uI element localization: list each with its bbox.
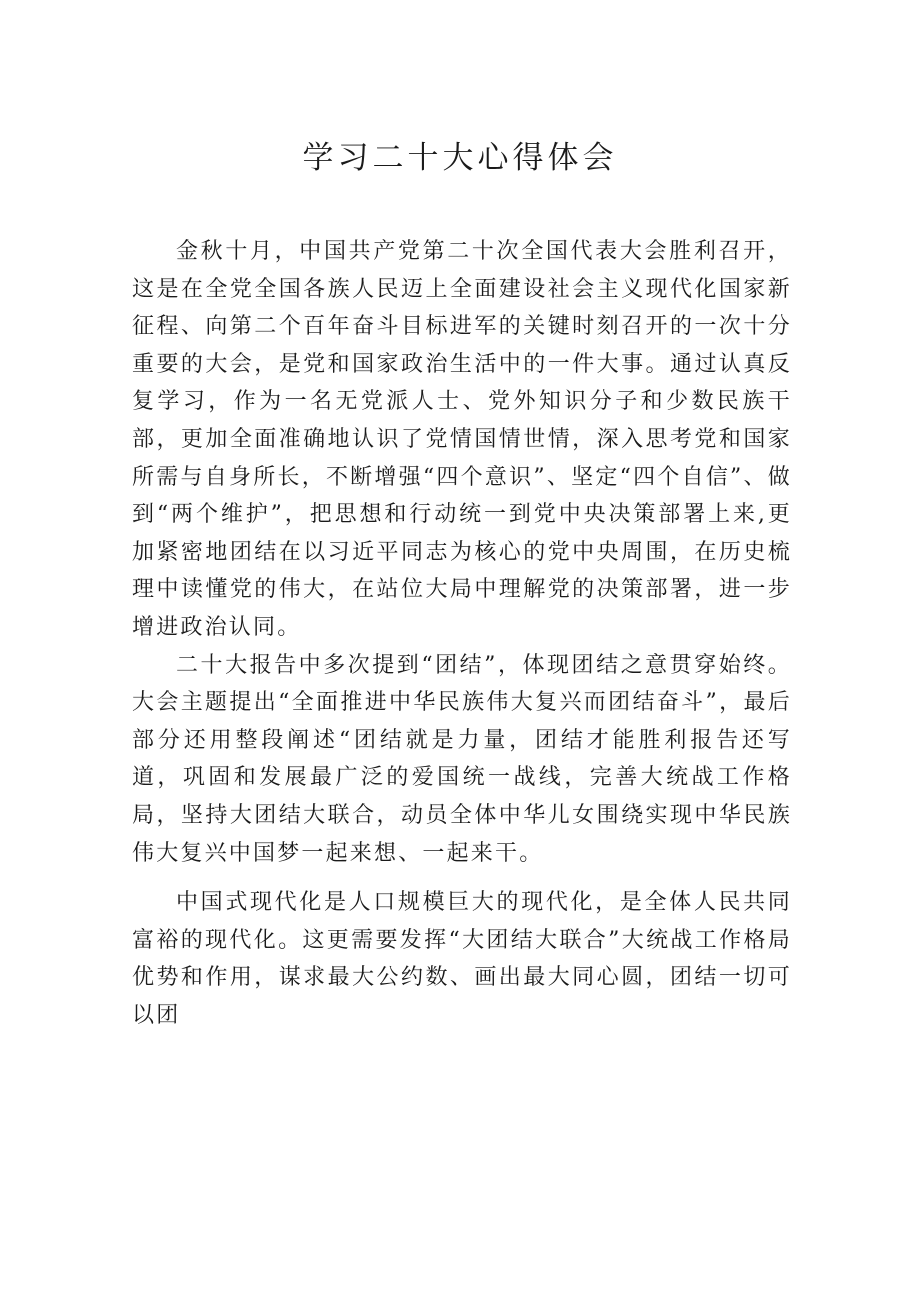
paragraph-3: 中国式现代化是人口规模巨大的现代化，是全体人民共同富裕的现代化。这更需要发挥“大团结大联合”大统战工作格局优势和作用，谋求最大公约数、画出最大同心圆，团结一切可以团 — [132, 890, 792, 1028]
document-body — [132, 233, 792, 1034]
paragraph-1: 金秋十月，中国共产党第二十次全国代表大会胜利召开，这是在全党全国各族人民迈上全面建设社会主义现代化国家新征程、向第二个百年奋斗目标进军的关键时刻召开的一次十分重要的大会，是党和国家政治生活中的一件大事。通过认真反复学习，作为一名无党派人士、党外知识分子和少数民族干部，更加全面准确地认识了党情国情世情，深入思考党和国家所需与自身所长，不断增强“四个意识”、坚定“四个自信”、做到“两个维护”，把思想和行动统一到党中央决策部署上来,更加紧密地团结在以习近平同志为核心的党中央周围，在历史梳理中读懂党的伟大，在站位大局中理解党的决策部署，进一步增进政治认同。 — [132, 239, 792, 640]
paragraph-2: 二十大报告中多次提到“团结”，体现团结之意贯穿始终。大会主题提出“全面推进中华民族伟大复兴而团结奋斗”，最后部分还用整段阐述“团结就是力量，团结才能胜利报告还写道，巩固和发展最广泛的爱国统一战线，完善大统战工作格局，坚持大团结大联合，动员全体中华儿女围绕实现中华民族伟大复兴中国梦一起来想、一起来干。 — [132, 652, 792, 866]
document-title: 学习二十大心得体会 — [302, 140, 618, 176]
